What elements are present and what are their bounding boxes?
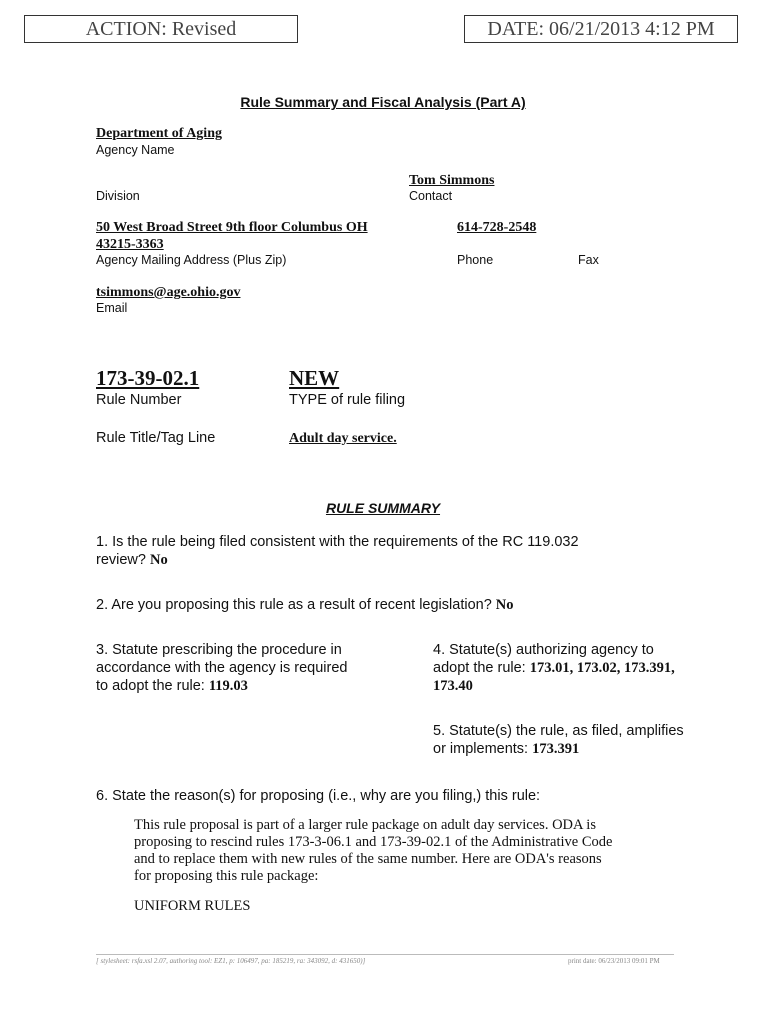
question-4-line1: 4. Statute(s) authorizing agency to <box>433 642 654 658</box>
fax-label: Fax <box>578 253 599 267</box>
question-1-answer: No <box>150 552 168 568</box>
contact-label: Contact <box>409 189 453 203</box>
action-label: ACTION: Revised <box>85 18 237 40</box>
question-5-line1: 5. Statute(s) the rule, as filed, amplifies <box>433 723 684 739</box>
address-line2: 43215-3363 <box>96 237 164 252</box>
date-label: DATE: 06/21/2013 4:12 PM <box>487 18 715 40</box>
question-1 <box>96 533 716 569</box>
rule-title: Adult day service. <box>289 431 397 446</box>
rule-type: NEW <box>289 366 340 390</box>
uniform-rules-heading: UNIFORM RULES <box>134 898 251 914</box>
question-4-line2: adopt the rule: <box>433 660 526 676</box>
rule-number-label: Rule Number <box>96 392 182 408</box>
question-1-line2: review? <box>96 552 146 568</box>
question-4 <box>433 641 733 695</box>
question-5-line2: or implements: <box>433 741 529 757</box>
question-5-answer: 173.391 <box>532 741 580 757</box>
contact-name: Tom Simmons <box>409 173 495 188</box>
address-label: Agency Mailing Address (Plus Zip) <box>96 253 287 267</box>
address-line1: 50 West Broad Street 9th floor Columbus OH <box>96 220 368 235</box>
action-box <box>24 15 298 43</box>
footer-print-date: print date: 06/23/2013 09:01 PM <box>568 957 660 965</box>
question-3-line1: 3. Statute prescribing the procedure in <box>96 642 342 658</box>
date-box <box>464 15 738 43</box>
question-1-line1: 1. Is the rule being filed consistent with the requirements of the RC 119.032 <box>96 534 579 550</box>
agency-name-label: Agency Name <box>96 143 175 157</box>
question-2-answer: No <box>495 597 514 613</box>
email-value: tsimmons@age.ohio.gov <box>96 285 241 300</box>
rule-type-label: TYPE of rule filing <box>289 392 406 408</box>
question-4-answer-a: 173.01, 173.02, 173.391, <box>529 660 675 676</box>
rule-number: 173-39-02.1 <box>96 366 200 390</box>
reason-line: This rule proposal is part of a larger rule package on adult day services. ODA is <box>134 817 596 833</box>
reason-line: proposing to rescind rules 173-3-06.1 and 173-39-02.1 of the Administrative Code <box>134 834 613 850</box>
reason-paragraph <box>134 817 694 885</box>
footer-divider <box>96 954 674 955</box>
reason-line: for proposing this rule package: <box>134 868 319 884</box>
question-4-answer-b: 173.40 <box>433 678 473 694</box>
email-label: Email <box>96 301 128 315</box>
question-3-answer: 119.03 <box>208 678 248 694</box>
summary-heading: RULE SUMMARY <box>325 500 441 516</box>
question-3 <box>96 641 396 695</box>
question-3-line2: accordance with the agency is required <box>96 660 348 676</box>
question-2-text: 2. Are you proposing this rule as a result of recent legislation? <box>96 597 492 613</box>
question-5 <box>433 722 733 758</box>
footer-stylesheet-info: [ stylesheet: rsfa.xsl 2.07, authoring tool: EZ1, p: 106497, pa: 185219, ra: 343092, d: 431650)] <box>96 957 366 965</box>
division-label: Division <box>96 189 140 203</box>
rule-title-label: Rule Title/Tag Line <box>96 430 216 446</box>
reason-line: and to replace them with new rules of the same number. Here are ODA's reasons <box>134 851 602 867</box>
agency-name: Department of Aging <box>96 126 222 141</box>
question-2 <box>96 596 514 614</box>
phone-label: Phone <box>457 253 494 267</box>
phone-value: 614-728-2548 <box>457 220 537 235</box>
question-3-line3: to adopt the rule: <box>96 678 205 694</box>
question-6: 6. State the reason(s) for proposing (i.e., why are you filing,) this rule: <box>96 788 541 804</box>
page-title: Rule Summary and Fiscal Analysis (Part A) <box>240 94 526 110</box>
